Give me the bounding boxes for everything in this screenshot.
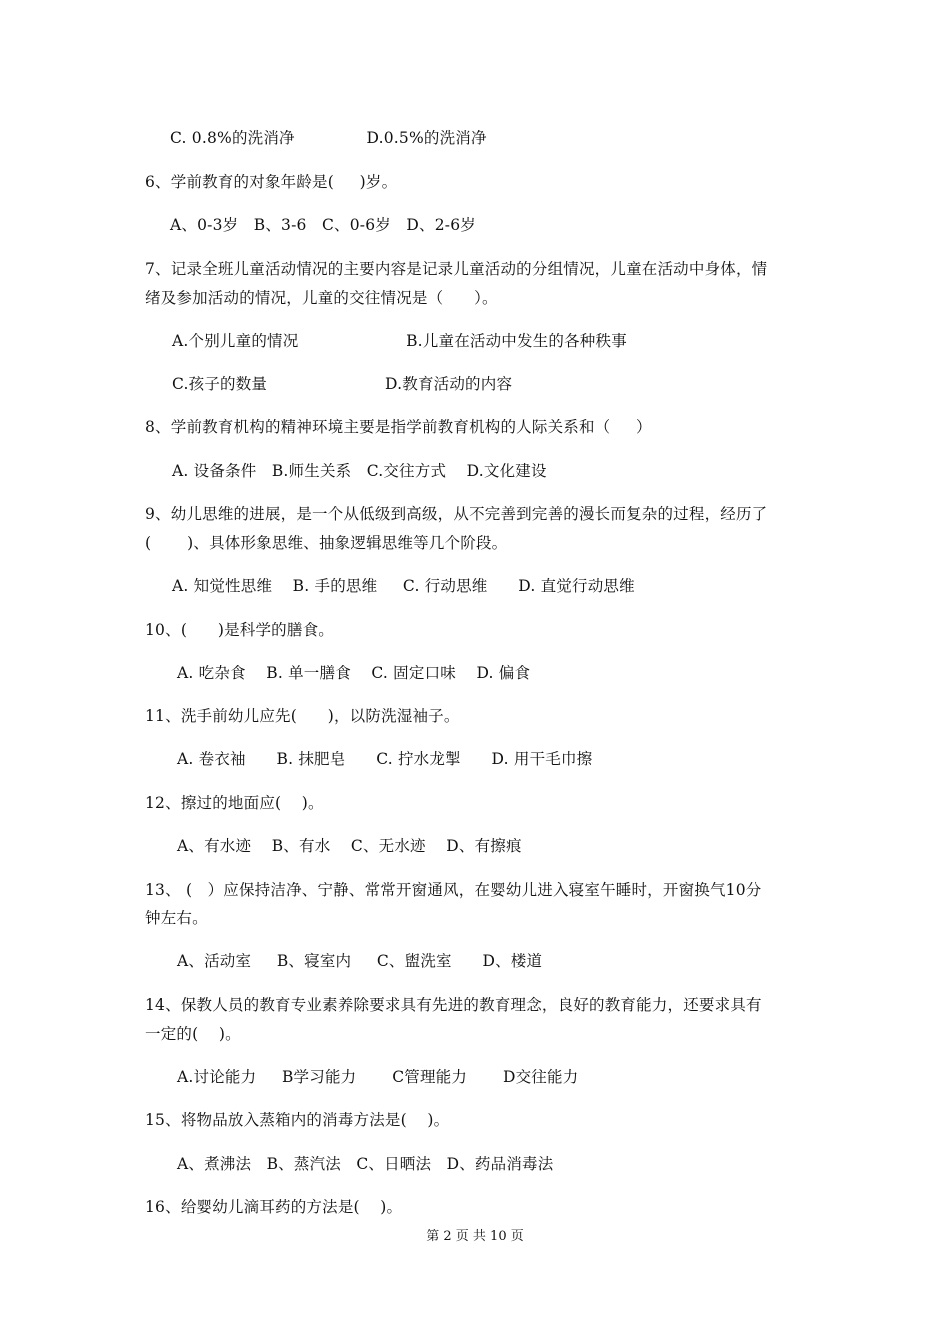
- question-9-options: A. 知觉性思维 B. 手的思维 C. 行动思维 D. 直觉行动思维: [172, 577, 635, 595]
- question-13-options: A、活动室 B、寝室内 C、盥洗室 D、楼道: [177, 952, 543, 970]
- question-7-stem-line-2: 绪及参加活动的情况，儿童的交往情况是（ ）。: [145, 289, 498, 307]
- question-8-options: A. 设备条件 B.师生关系 C.交往方式 D.文化建设: [172, 462, 547, 480]
- page-footer: 第 2 页 共 10 页: [426, 1229, 524, 1244]
- question-12-stem: 12、擦过的地面应( )。: [145, 794, 324, 812]
- question-13-stem-line-1: 13、 ( ）应保持洁净、宁静、常常开窗通风，在婴幼儿进入寝室午睡时，开窗换气10分: [145, 881, 762, 899]
- question-7-options-a-b: A.个别儿童的情况 B.儿童在活动中发生的各种秩事: [172, 332, 627, 350]
- question-10-options: A. 吃杂食 B. 单一膳食 C. 固定口味 D. 偏食: [177, 664, 531, 682]
- question-15-stem: 15、将物品放入蒸箱内的消毒方法是( )。: [145, 1111, 450, 1129]
- question-8-stem: 8、学前教育机构的精神环境主要是指学前教育机构的人际关系和（ ）: [145, 418, 652, 436]
- question-14-stem-line-2: 一定的( )。: [145, 1025, 241, 1043]
- question-6-options: A、0-3岁 B、3-6 C、0-6岁 D、2-6岁: [170, 216, 476, 234]
- question-14-stem-line-1: 14、保教人员的教育专业素养除要求具有先进的教育理念，良好的教育能力，还要求具有: [145, 996, 762, 1014]
- question-7-options-c-d: C.孩子的数量 D.教育活动的内容: [172, 375, 513, 393]
- question-6-stem: 6、学前教育的对象年龄是( )岁。: [145, 173, 398, 191]
- question-11-options: A. 卷衣袖 B. 抹肥皂 C. 拧水龙掣 D. 用干毛巾擦: [177, 750, 593, 768]
- question-15-options: A、煮沸法 B、蒸汽法 C、日晒法 D、药品消毒法: [177, 1155, 554, 1173]
- question-12-options: A、有水迹 B、有水 C、无水迹 D、有擦痕: [177, 837, 522, 855]
- question-10-stem: 10、( )是科学的膳食。: [145, 621, 334, 639]
- question-9-stem-line-1: 9、幼儿思维的进展，是一个从低级到高级，从不完善到完善的漫长而复杂的过程，经历了: [145, 505, 768, 523]
- question-16-stem: 16、给婴幼儿滴耳药的方法是( )。: [145, 1198, 403, 1216]
- question-7-stem-line-1: 7、记录全班儿童活动情况的主要内容是记录儿童活动的分组情况，儿童在活动中身体，情: [145, 260, 768, 278]
- question-13-stem-line-2: 钟左右。: [145, 909, 208, 927]
- question-14-options: A.讨论能力 B学习能力 C管理能力 D交往能力: [177, 1068, 579, 1086]
- question-5-options-c-d: C. 0.8%的洗消净 D.0.5%的洗消净: [170, 129, 487, 147]
- question-9-stem-line-2: ( )、具体形象思维、抽象逻辑思维等几个阶段。: [145, 534, 508, 552]
- question-11-stem: 11、洗手前幼儿应先( )，以防洗湿袖子。: [145, 707, 460, 725]
